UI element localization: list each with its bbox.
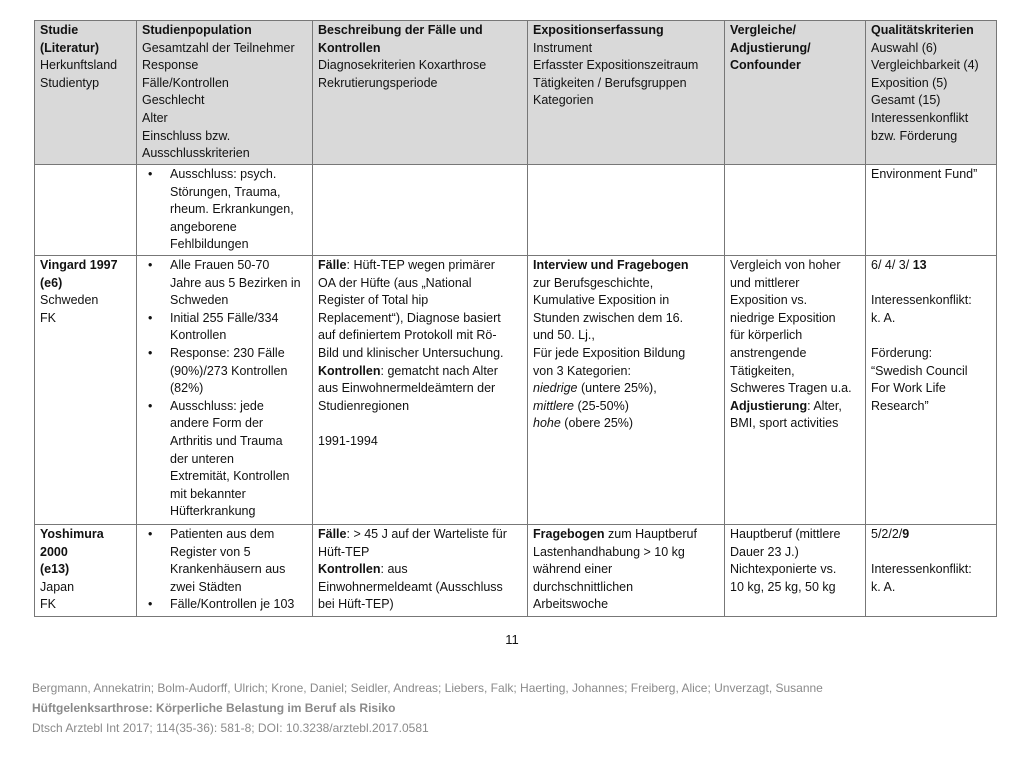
adjustment-line <box>730 398 860 416</box>
quality-line <box>871 544 991 562</box>
yoshimura-exposure-cell <box>528 525 725 617</box>
controls-line: Einwohnermeldeamt (Ausschluss <box>318 579 503 594</box>
controls-first-line-label: Kontrollen <box>318 562 381 577</box>
controls-line: bei Hüft-TEP) <box>318 597 394 612</box>
population-bullet <box>170 526 307 596</box>
bullet-line: Schweden <box>170 293 229 308</box>
bullet-line: Störungen, Trauma, <box>170 184 281 199</box>
exposure-method: Interview und Fragebogen <box>533 258 689 272</box>
comparison-line: niedrige Exposition <box>730 310 836 325</box>
bullet-line: • Response: 230 Fälle <box>170 345 285 360</box>
header-subtitle-line: Vergleichbarkeit (4) <box>871 58 979 73</box>
bullet-line: Extremität, Kontrollen <box>170 469 290 484</box>
exposure-category-label: niedrige <box>533 381 578 396</box>
cases-line: Hüft-TEP <box>318 544 370 559</box>
citation-source: Dtsch Arztebl Int 2017; 114(35-36): 581-8; DOI: 10.3238/arztebl.2017.0581 <box>32 721 429 735</box>
population-bullet <box>170 310 307 345</box>
bullet-line: (82%) <box>170 381 204 396</box>
exposure-line: Für jede Exposition Bildung <box>533 345 686 360</box>
cont-cases-cell <box>313 165 528 256</box>
yoshimura-quality-cell <box>866 525 997 617</box>
cont-population-cell <box>137 165 313 256</box>
header-subtitle-line: Studientyp <box>40 75 100 90</box>
header-title-line: Qualitätskriterien <box>871 23 974 37</box>
header-subtitle-line: Herkunftsland <box>40 58 118 73</box>
adjustment-line-text: : Alter, <box>807 398 842 413</box>
vingard-exposure-cell <box>528 256 725 525</box>
header-title-line: Studie <box>40 23 79 37</box>
page-number: 11 <box>505 632 519 647</box>
header-subtitle-line: Interessenkonflikt <box>871 110 969 125</box>
citation-title: Hüftgelenksarthrose: Körperliche Belastung im Beruf als Risiko <box>32 701 396 715</box>
exposure-method-line-label: Fragebogen <box>533 527 605 541</box>
study-name-line: Vingard 1997 <box>40 258 118 272</box>
bullet-line: Krankenhäusern aus <box>170 562 286 577</box>
yoshimura-study-cell <box>35 525 137 617</box>
quality-line: Interessenkonflikt: <box>871 293 972 308</box>
controls-line: 1991-1994 <box>318 433 378 448</box>
header-subtitle-line: Einschluss bzw. <box>142 128 231 143</box>
bullet-line: Fehlbildungen <box>170 237 249 252</box>
controls-first-line-text: : gematcht nach Alter <box>380 363 498 378</box>
comparison-line: Tätigkeiten, <box>730 363 795 378</box>
exposure-category-text: (25-50%) <box>573 398 629 413</box>
comparison-line: 10 kg, 25 kg, 50 kg <box>730 579 836 594</box>
bullet-line: andere Form der <box>170 416 264 431</box>
comparison-line: Nichtexponierte vs. <box>730 562 837 577</box>
comparison-line: anstrengende <box>730 345 807 360</box>
exposure-line: Lastenhandhabung > 10 kg <box>533 544 685 559</box>
bullet-line: • Initial 255 Fälle/334 <box>170 310 279 325</box>
bullet-line: der unteren <box>170 451 234 466</box>
controls-first-line <box>318 363 522 381</box>
header-title-line: Kontrollen <box>318 40 381 55</box>
bullet-line: (90%)/273 Kontrollen <box>170 363 288 378</box>
study-meta-line: Schweden <box>40 293 99 308</box>
controls-line: aus Einwohnermeldeämtern der <box>318 381 496 396</box>
header-subtitle-line: Gesamt (15) <box>871 93 941 108</box>
header-subtitle-line: Instrument <box>533 40 593 55</box>
header-subtitle-line: Rekrutierungsperiode <box>318 75 438 90</box>
population-bullet <box>170 257 307 310</box>
comparison-line: Dauer 23 J.) <box>730 544 799 559</box>
bullet-line: • Fälle/Kontrollen je 103 <box>170 597 295 612</box>
table-row-vingard <box>35 256 997 525</box>
comparison-line: für körperlich <box>730 328 803 343</box>
exposure-line: während einer <box>533 562 613 577</box>
quality-score <box>871 257 991 275</box>
bullet-line: Jahre aus 5 Bezirken in <box>170 275 301 290</box>
quality-line: k. A. <box>871 310 896 325</box>
quality-line: For Work Life <box>871 381 946 396</box>
bullet-line: angeborene <box>170 219 237 234</box>
header-comparison <box>725 21 866 165</box>
header-title-line: (Literatur) <box>40 40 100 55</box>
population-bullet <box>170 596 307 614</box>
bullet-line: • Patienten aus dem <box>170 527 275 541</box>
header-subtitle-line: Erfasster Expositionszeitraum <box>533 58 699 73</box>
header-subtitle-line: Fälle/Kontrollen <box>142 75 229 90</box>
exposure-category-text: (obere 25%) <box>560 416 634 431</box>
header-exposure <box>528 21 725 165</box>
controls-first-line-text: : aus <box>380 562 408 577</box>
exposure-category-label: hohe <box>533 416 561 431</box>
exposure-category <box>533 415 719 433</box>
header-subtitle-line: Gesamtzahl der Teilnehmer <box>142 40 295 55</box>
exposure-line: Kumulative Exposition in <box>533 293 670 308</box>
cases-first-line-label: Fälle <box>318 527 347 541</box>
quality-score-parts: 6/ 4/ 3/ <box>871 258 913 272</box>
quality-score-total: 9 <box>902 527 910 541</box>
exposure-line: zur Berufsgeschichte, <box>533 275 654 290</box>
exposure-line: Stunden zwischen dem 16. <box>533 310 684 325</box>
exposure-category <box>533 380 719 398</box>
header-title-line: Vergleiche/ <box>730 23 797 37</box>
quality-score-parts: 5/2/2/ <box>871 527 903 541</box>
header-title-line: Beschreibung der Fälle und <box>318 23 483 37</box>
yoshimura-cases-cell <box>313 525 528 617</box>
header-title-line: Studienpopulation <box>142 23 252 37</box>
header-subtitle-line: Diagnosekriterien Koxarthrose <box>318 58 487 73</box>
quality-line <box>871 275 991 293</box>
cases-line: auf definiertem Protokoll mit Rö- <box>318 328 497 343</box>
adjustment-line-label: Adjustierung <box>730 398 808 413</box>
header-cases-controls <box>313 21 528 165</box>
study-meta-line: Japan <box>40 579 75 594</box>
vingard-cases-cell <box>313 256 528 525</box>
bullet-line: Kontrollen <box>170 328 227 343</box>
bullet-line: Arthritis und Trauma <box>170 433 283 448</box>
quality-line: Förderung: <box>871 345 933 360</box>
header-subtitle-line: Alter <box>142 110 168 125</box>
study-table <box>34 20 997 617</box>
yoshimura-comparison-cell <box>725 525 866 617</box>
adjustment-line: BMI, sport activities <box>730 416 839 431</box>
vingard-population-cell <box>137 256 313 525</box>
exposure-method-line-text: zum Hauptberuf <box>604 527 697 541</box>
comparison-line: Hauptberuf (mittlere <box>730 527 841 541</box>
vingard-study-cell <box>35 256 137 525</box>
header-title-line: Confounder <box>730 58 801 73</box>
bullet-line: Register von 5 <box>170 544 251 559</box>
cases-line: Bild und klinischer Untersuchung. <box>318 345 504 360</box>
header-population <box>137 21 313 165</box>
comparison-line: Exposition vs. <box>730 293 808 308</box>
cont-comparison-cell <box>725 165 866 256</box>
study-meta-line: FK <box>40 310 56 325</box>
quality-line: Interessenkonflikt: <box>871 562 972 577</box>
study-name-line: Yoshimura <box>40 527 104 541</box>
header-title-line: Adjustierung/ <box>730 40 811 55</box>
exposure-line: und 50. Lj., <box>533 328 595 343</box>
vingard-quality-cell <box>866 256 997 525</box>
cont-quality-text: Environment Fund” <box>871 167 978 181</box>
quality-line: k. A. <box>871 579 896 594</box>
citation-authors: Bergmann, Annekatrin; Bolm-Audorff, Ulrich; Krone, Daniel; Seidler, Andreas; Liebers, Falk; Haerting, Johannes; Freiberg, Alice; Unverzagt, Susanne <box>32 681 823 695</box>
vingard-comparison-cell <box>725 256 866 525</box>
cases-first-line <box>318 257 522 275</box>
cont-study-cell <box>35 165 137 256</box>
population-bullet <box>170 345 307 398</box>
cont-exposure-cell <box>528 165 725 256</box>
quality-line: Research” <box>871 398 929 413</box>
header-subtitle-line: Response <box>142 58 199 73</box>
header-subtitle-line: Exposition (5) <box>871 75 948 90</box>
header-subtitle-line: Tätigkeiten / Berufsgruppen <box>533 75 687 90</box>
cont-quality-cell <box>866 165 997 256</box>
header-title-line: Expositionserfassung <box>533 23 664 37</box>
header-subtitle-line: Geschlecht <box>142 93 205 108</box>
header-quality <box>866 21 997 165</box>
cont-population-bullet <box>170 166 307 254</box>
bullet-line: zwei Städten <box>170 579 242 594</box>
vingard-population-list <box>142 257 307 521</box>
table-header-row <box>35 21 997 165</box>
controls-line <box>318 415 522 433</box>
cases-line: OA der Hüfte (aus „National <box>318 275 472 290</box>
cases-first-line-label: Fälle <box>318 258 347 272</box>
cases-first-line-text: : Hüft-TEP wegen primärer <box>346 258 495 272</box>
controls-first-line-label: Kontrollen <box>318 363 381 378</box>
table-row-yoshimura <box>35 525 997 617</box>
header-subtitle-line: Auswahl (6) <box>871 40 937 55</box>
comparison-line: Vergleich von hoher <box>730 258 841 272</box>
controls-first-line <box>318 561 522 579</box>
bullet-line: mit bekannter <box>170 486 246 501</box>
cases-line: Register of Total hip <box>318 293 429 308</box>
cases-line: Replacement“), Diagnose basiert <box>318 310 501 325</box>
exposure-category-text: (untere 25%), <box>577 381 657 396</box>
exposure-category-label: mittlere <box>533 398 574 413</box>
bullet-line: rheum. Erkrankungen, <box>170 202 294 217</box>
header-subtitle-line: Ausschlusskriterien <box>142 146 250 161</box>
quality-score-total: 13 <box>912 258 927 272</box>
exposure-line: durchschnittlichen <box>533 579 634 594</box>
bullet-line: • Ausschluss: jede <box>170 398 264 413</box>
quality-line: “Swedish Council <box>871 363 968 378</box>
yoshimura-population-list <box>142 526 307 614</box>
yoshimura-population-cell <box>137 525 313 617</box>
comparison-line: Schweres Tragen u.a. <box>730 381 852 396</box>
cases-first-line-text: : > 45 J auf der Warteliste für <box>346 527 507 541</box>
study-name-line: 2000 <box>40 544 68 559</box>
exposure-line: Arbeitswoche <box>533 597 609 612</box>
quality-line <box>871 327 991 345</box>
study-name-line: (e13) <box>40 562 70 577</box>
study-name-line: (e6) <box>40 275 63 290</box>
study-meta-line: FK <box>40 597 56 612</box>
controls-line: Studienregionen <box>318 398 410 413</box>
exposure-category <box>533 398 719 416</box>
exposure-method-line <box>533 526 719 544</box>
table-row-continuation <box>35 165 997 256</box>
header-subtitle-line: Kategorien <box>533 93 594 108</box>
header-study <box>35 21 137 165</box>
population-bullet <box>170 398 307 521</box>
bullet-line: • Alle Frauen 50-70 <box>170 258 270 272</box>
bullet-line: Hüfterkrankung <box>170 504 256 519</box>
bullet-line: • Ausschluss: psych. <box>170 167 277 181</box>
exposure-line: von 3 Kategorien: <box>533 363 631 378</box>
header-subtitle-line: bzw. Förderung <box>871 128 958 143</box>
citation <box>32 678 823 738</box>
comparison-line: und mittlerer <box>730 275 800 290</box>
quality-score <box>871 526 991 544</box>
cases-first-line <box>318 526 522 544</box>
